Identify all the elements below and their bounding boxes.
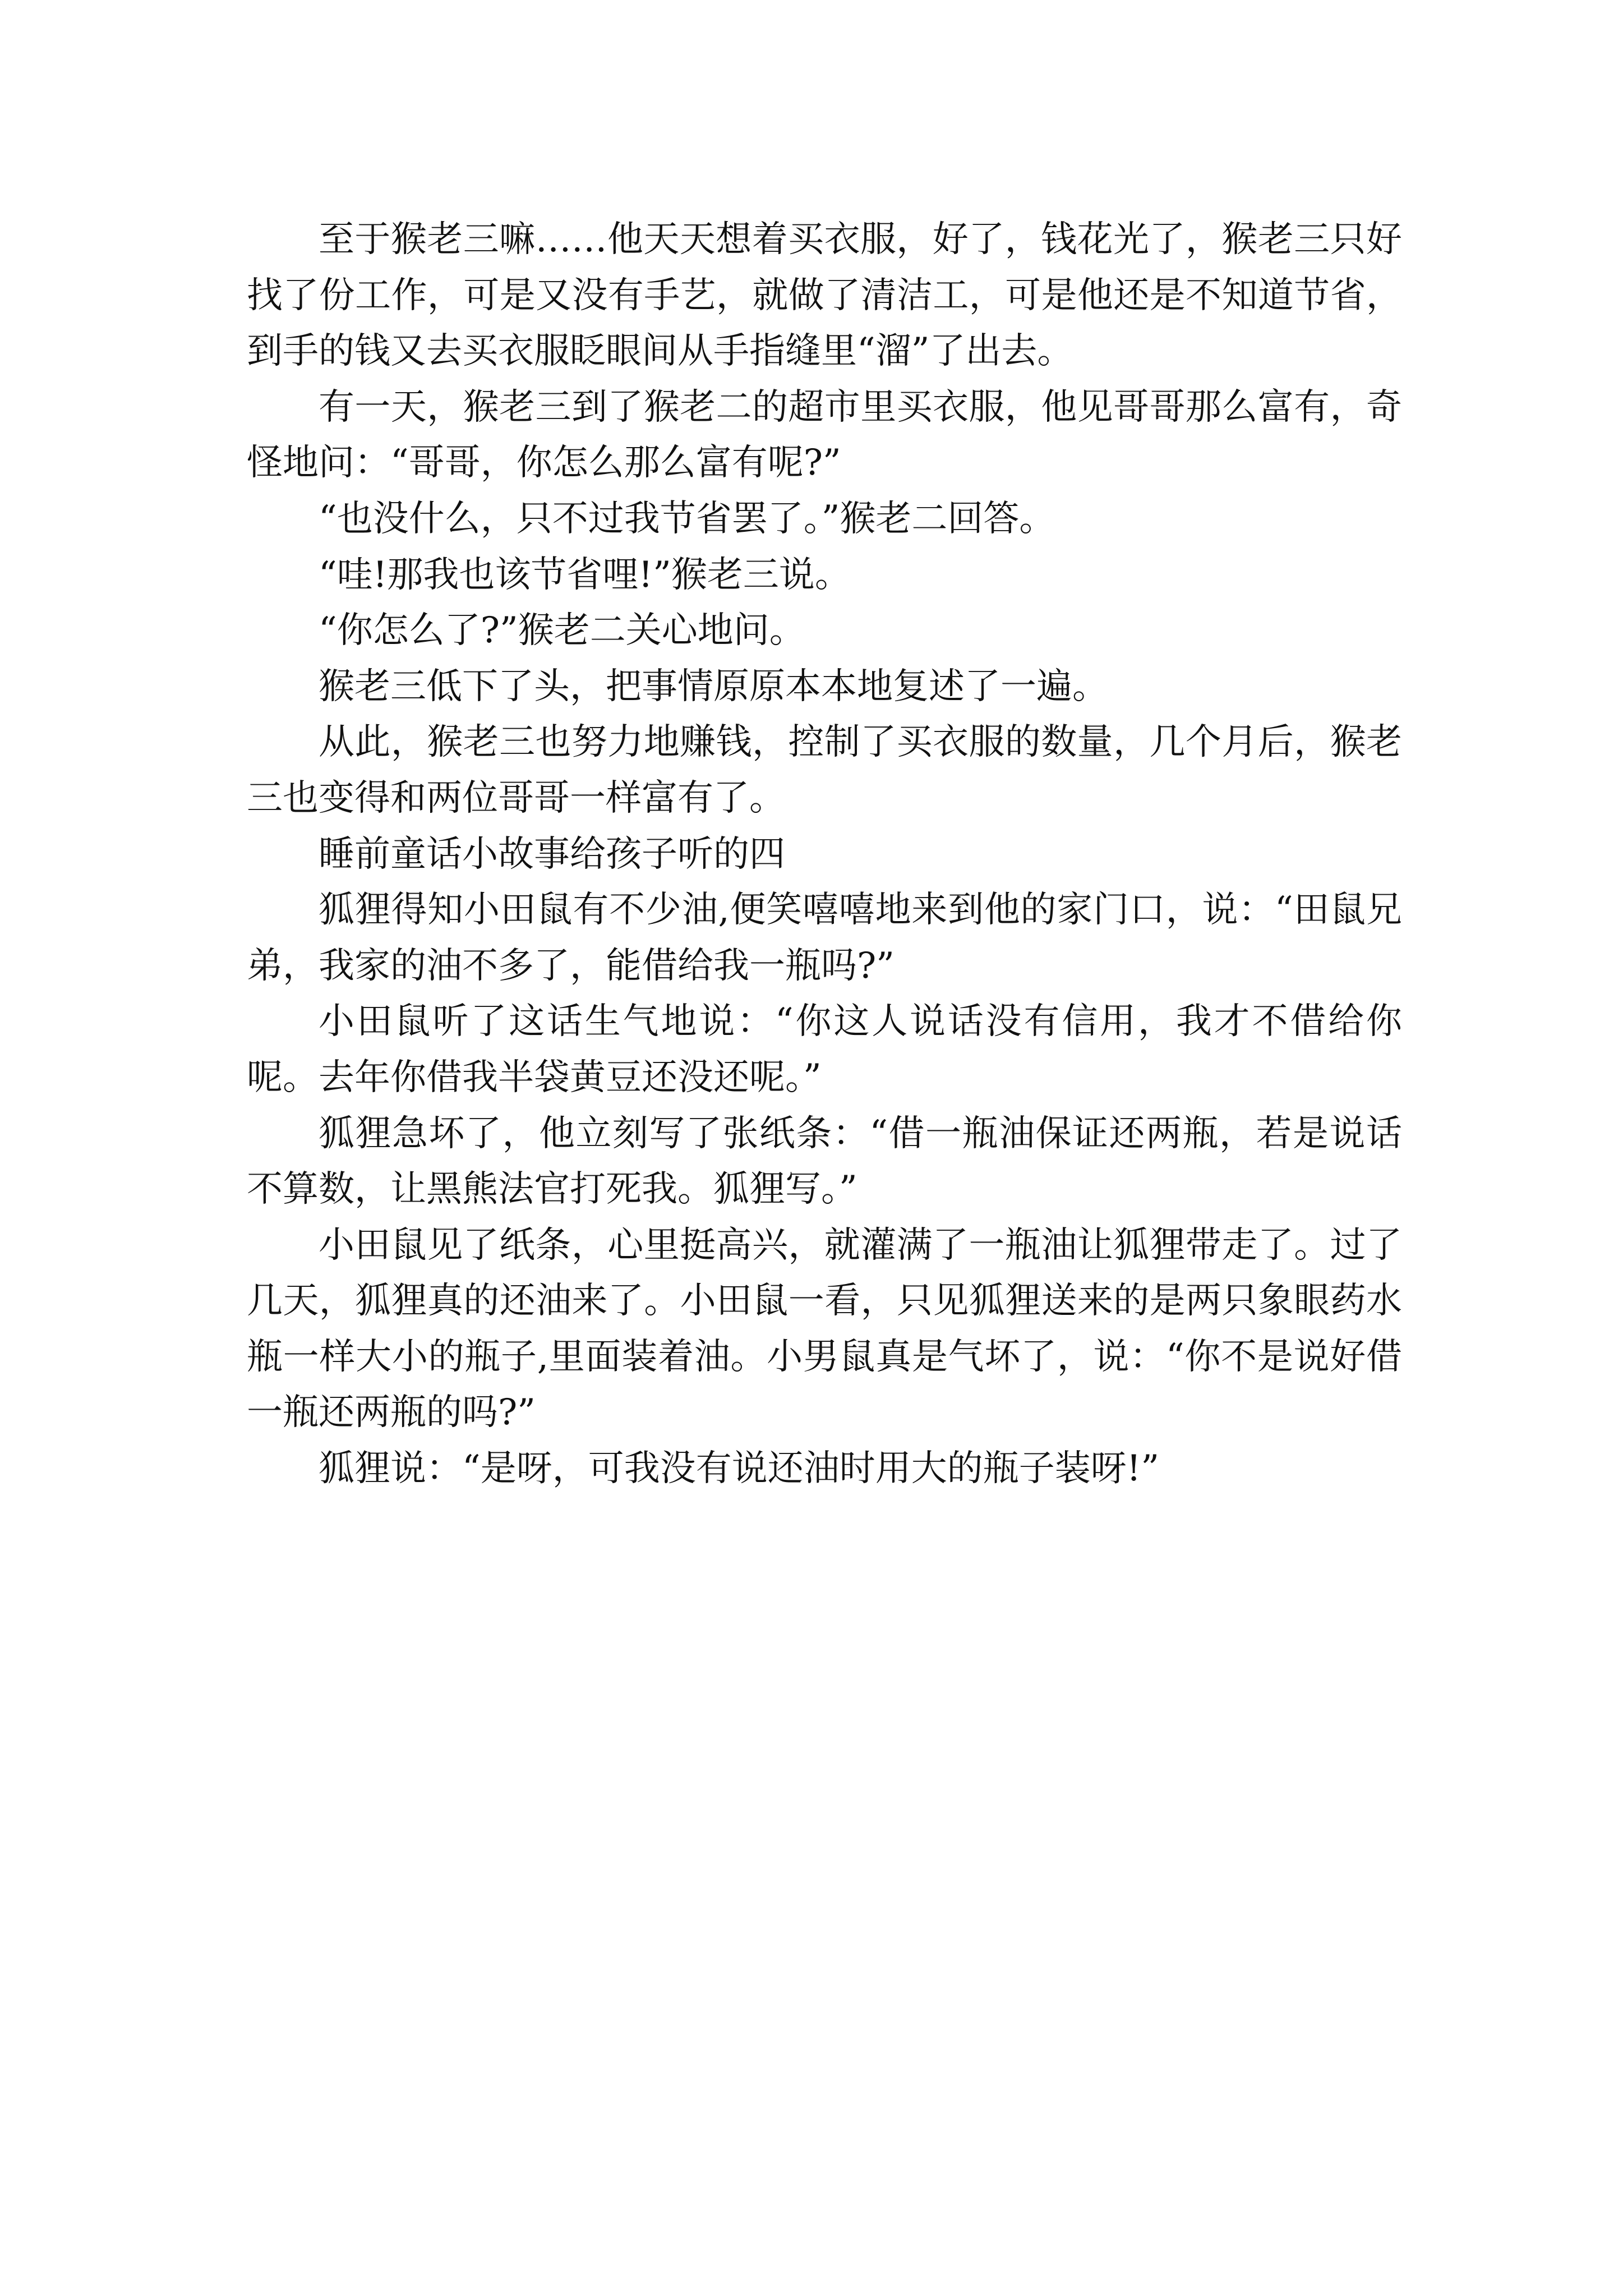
paragraph-monkey-three-explains: 猴老三低下了头，把事情原原本本地复述了一遍。 — [319, 665, 1108, 707]
story-four-heading: 睡前童话小故事给孩子听的四 — [319, 833, 785, 875]
paragraph-monkey-three-rich: 从此，猴老三也努力地赚钱，控制了买衣服的数量，几个月后，猴老三也变得和两位哥哥一样富有了。 — [247, 721, 1402, 819]
paragraph-monkey-two-answer: “也没什么，只不过我节省罢了。”猴老二回答。 — [319, 498, 1055, 540]
paragraph-fox-note: 狐狸急坏了，他立刻写了张纸条：“借一瓶油保证还两瓶，若是说话不算数，让黑熊法官打死我。狐狸写。” — [247, 1112, 1402, 1211]
document-page — [247, 212, 1402, 1497]
paragraph-monkey-two-asks: “你怎么了?”猴老二关心地问。 — [319, 610, 805, 652]
paragraph-monkey-three-spending: 至于猴老三嘛……他天天想着买衣服，好了，钱花光了，猴老三只好找了份工作，可是又没有手艺，就做了清洁工，可是他还是不知道节省，到手的钱又去买衣服眨眼间从手指缝里“溜”了出去。 — [247, 219, 1402, 372]
paragraph-mouse-refuses: 小田鼠听了这话生气地说：“你这人说话没有信用，我才不借给你呢。去年你借我半袋黄豆还没还呢。” — [247, 1001, 1402, 1098]
paragraph-fox-reply: 狐狸说：“是呀，可我没有说还油时用大的瓶子装呀!” — [319, 1448, 1160, 1490]
paragraph-fox-borrows-oil: 狐狸得知小田鼠有不少油,便笑嘻嘻地来到他的家门口，说：“田鼠兄弟，我家的油不多了，能借给我一瓶吗?” — [247, 889, 1402, 987]
paragraph-fox-returns-oil: 小田鼠见了纸条，心里挺高兴，就灌满了一瓶油让狐狸带走了。过了几天，狐狸真的还油来了。小田鼠一看，只见狐狸送来的是两只象眼药水瓶一样大小的瓶子,里面装着油。小男鼠真是气坏了，说：“你不是说好借一瓶还两瓶的吗?” — [247, 1224, 1402, 1434]
paragraph-monkey-three-exclaim: “哇!那我也该节省哩!”猴老三说。 — [319, 554, 851, 596]
paragraph-visit-supermarket: 有一天，猴老三到了猴老二的超市里买衣服，他见哥哥那么富有，奇怪地问：“哥哥，你怎么那么富有呢?” — [247, 386, 1402, 484]
